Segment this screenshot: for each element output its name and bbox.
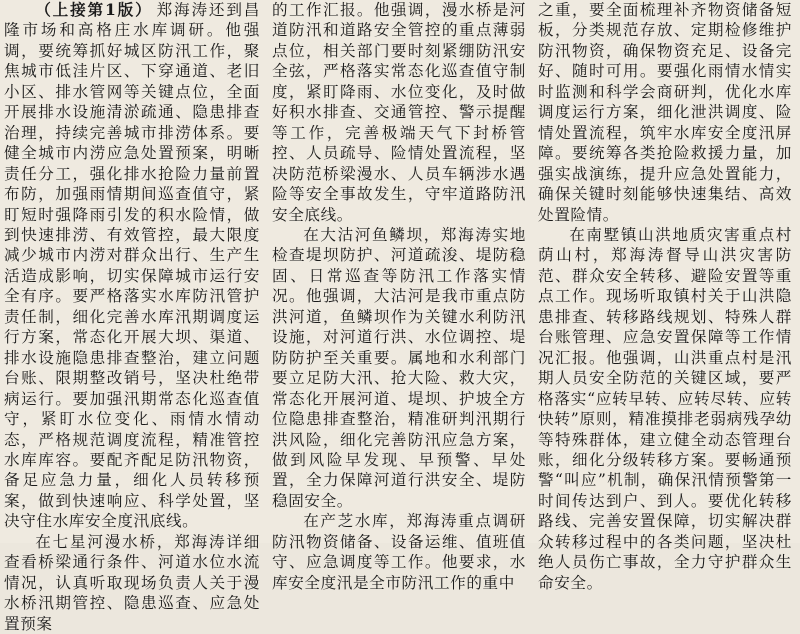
paragraph — [4, 0, 260, 532]
paragraph: 在产芝水库，郑海涛重点调研防汛物资储备、设备运维、值班值守、应急调度等工作。他要求，水库安全度汛是全市防汛工作的重中 — [272, 512, 526, 592]
paragraph-continued: 之重，要全面梳理补齐物资储备短板，分类规范存放、定期检修维护防汛物资，确保物资充足、设备完好、随时可用。要强化雨情水情实时监测和科学会商研判，优化水库调度运行方案，细化泄洪调度、险情处置流程，筑牢水库安全度汛屏障。要统筹各类抢险救援力量，加强实战演练，提升应急处置能力，确保关键时刻能够快速集结、高效处置险情。 — [538, 1, 792, 224]
paragraph-continued: 的工作汇报。他强调，漫水桥是河道防汛和道路安全管控的重点薄弱点位，相关部门要时刻紧绷防汛安全弦，严格落实常态化巡查值守制度，紧盯降雨、水位变化，及时做好积水排查、交通管控、警示提醒等工作，完善极端天气下封桥管控、人员疏导、险情处置流程，坚决防范桥梁漫水、人员车辆涉水遇险等安全事故发生，守牢道路防汛安全底线。 — [272, 1, 526, 224]
paragraph: 在南墅镇山洪地质灾害重点村荫山村，郑海涛督导山洪灾害防范、群众安全转移、避险安置等重点工作。现场听取镇村关于山洪隐患排查、转移路线规划、特殊人群台账管理、应急安置保障等工作情况汇报。他强调，山洪重点村是汛期人员安全防范的关键区域，要严格落实“应转早转、应转尽转、应转快转”原则，精准摸排老弱病残孕幼等特殊群体，建立健全动态管理台账，细化分级转移方案。要畅通预警“叫应”机制，确保汛情预警第一时间传达到户、到人。要优化转移路线、完善安置保障，切实解决群众转移过程中的各类问题，坚决杜绝人员伤亡事故，全力守护群众生命安全。 — [538, 225, 792, 592]
paragraph: 在七星河漫水桥，郑海涛详细查看桥梁通行条件、河道水位水流情况，认真听取现场负责人关于漫水桥汛期管控、隐患巡查、应急处置预案 — [4, 532, 260, 633]
paragraph: 在大沽河鱼鳞坝，郑海涛实地检查堤坝防护、河道疏浚、堤防稳固、日常巡查等防汛工作落实情况。他强调，大沽河是我市重点防洪河道，鱼鳞坝作为关键水利防汛设施，对河道行洪、水位调控、堤防防护至关重要。属地和水利部门要立足防大汛、抢大险、救大灾，常态化开展河道、堤坝、护坡全方位隐患排查整治，精准研判汛期行洪风险，细化完善防汛应急方案，做到风险早发现、早预警、早处置，全力保障河道行洪安全、堤防稳固安全。 — [272, 225, 526, 510]
paragraph-text: 郑海涛还到昌隆市场和高格庄水库调研。他强调，要统筹抓好城区防汛工作，聚焦城市低洼片区、下穿通道、老旧小区、排水管网等关键点位，全面开展排水设施清淤疏通、隐患排查治理，持续完善城市排涝体系。要健全城市内涝应急处置预案，明晰责任分工，强化排水抢险力量前置布防，加强雨情期间巡查值守，紧盯短时强降雨引发的积水险情，做到快速排涝、有效管控，最大限度减少城市内涝对群众出行、生产生活造成影响，切实保障城市运行安全有序。要严格落实水库防汛管护责任制，细化完善水库汛期调度运行方案，常态化开展大坝、渠道、排水设施隐患排查整治，建立问题台账、限期整改销号，坚决杜绝带病运行。要加强汛期常态化巡查值守，紧盯水位变化、雨情水情动态，严格规范调度流程，精准管控水库库容。要配齐配足防汛物资，备足应急力量，细化人员转移预案，做到快速响应、科学处置，坚决守住水库安全度汛底线。 — [4, 1, 260, 531]
column-3 — [532, 0, 798, 592]
column-1 — [0, 0, 266, 633]
column-2 — [266, 0, 532, 592]
continued-tag: （上接第1版） — [35, 0, 153, 19]
